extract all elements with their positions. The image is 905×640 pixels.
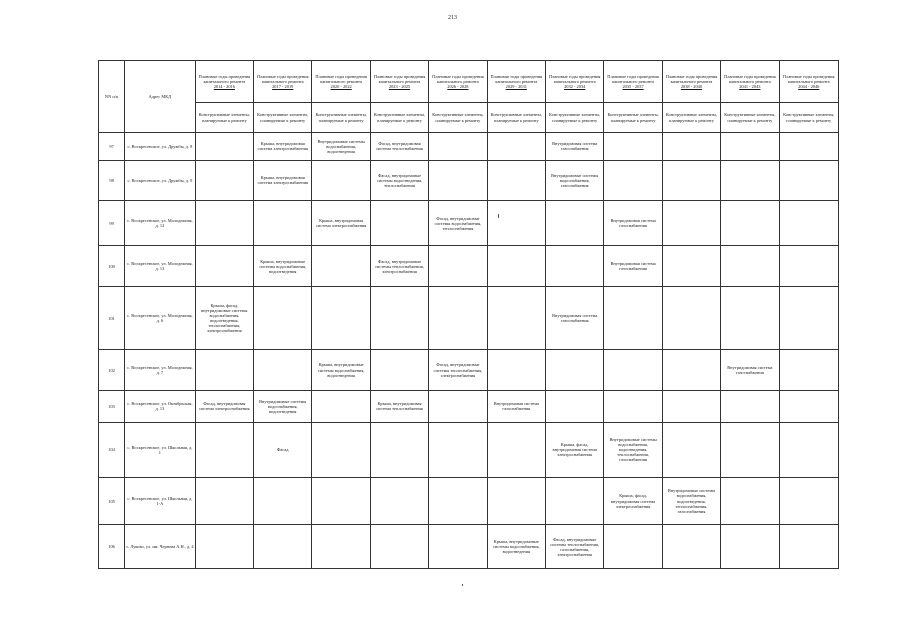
header-period-3 (370, 61, 428, 103)
repair-cell (370, 477, 428, 525)
header-period-title: Плановые годы проведения капитального ремонта (198, 73, 251, 84)
repair-cell (545, 200, 603, 246)
header-period-1 (254, 61, 312, 103)
header-elements-2: Конструктивные элементы, планируемые к ремонту (312, 103, 370, 133)
header-period-title: Плановые годы проведения капитального ремонта (432, 73, 484, 84)
repair-cell (312, 390, 370, 422)
row-address: с. Воскресенское, ул. Молодежная, д. 7 (125, 350, 195, 390)
table-row (99, 390, 839, 422)
header-period-10 (779, 61, 838, 103)
header-period-title: Плановые годы проведения капитального ремонта (548, 73, 601, 84)
table-row (99, 160, 839, 200)
repair-cell (779, 246, 838, 286)
header-period-years: 2044 - 2046 (798, 84, 820, 90)
header-elements-8: Конструктивные элементы, планируемые к ремонту (662, 103, 720, 133)
row-number: 104 (99, 422, 125, 477)
repair-cell (195, 160, 253, 200)
repair-cell (487, 246, 545, 286)
repair-cell (429, 160, 487, 200)
header-period-years: 2038 - 2040 (680, 84, 703, 90)
repair-cell: Фасад (254, 422, 312, 477)
repair-cell (604, 133, 662, 161)
repair-cell: Крыша, фасад, внутридомовые системы водоснабжения, водоотведения, теплоснабжения, электроснабжения (195, 286, 253, 350)
repair-cell (779, 390, 838, 422)
repair-cell (779, 422, 838, 477)
header-period-years: 2026 - 2028 (447, 84, 469, 90)
header-elements-4: Конструктивные элементы, планируемые к ремонту (429, 103, 487, 133)
repair-cell (662, 246, 720, 286)
repair-cell (721, 422, 779, 477)
repair-cell (779, 133, 838, 161)
repair-cell (487, 200, 545, 246)
repair-cell (662, 160, 720, 200)
header-elements-5: Конструктивные элементы, планируемые к ремонту (487, 103, 545, 133)
repair-cell: Внутридомовая система газоснабжения (604, 246, 662, 286)
repair-cell (429, 246, 487, 286)
repair-cell: Фасад, внутридомовые системы теплоснабжения, электроснабжения (370, 246, 428, 286)
repair-cell (429, 286, 487, 350)
repair-cell (721, 286, 779, 350)
repair-cell (370, 525, 428, 569)
repair-cell (429, 133, 487, 161)
repair-cell (545, 350, 603, 390)
header-elements-1: Конструктивные элементы, планируемые к ремонту (254, 103, 312, 133)
repair-cell (370, 350, 428, 390)
row-number: 97 (99, 133, 125, 161)
row-number: 103 (99, 390, 125, 422)
repair-cell (195, 422, 253, 477)
header-period-years: 2041 - 2043 (739, 84, 761, 90)
header-period-8 (662, 61, 720, 103)
header-period-years: 2017 - 2019 (272, 84, 294, 90)
header-period-years: 2029 - 2031 (505, 84, 527, 90)
table-row (99, 246, 839, 286)
repair-cell (195, 200, 253, 246)
repair-cell: Крыша, фасад, внутридомовая система электроснабжения (545, 422, 603, 477)
repair-cell (370, 286, 428, 350)
repair-cell (721, 390, 779, 422)
header-period-title: Плановые годы проведения капитального ремонта (724, 73, 776, 84)
repair-cell: Крыша, внутридомовые системы водоснабжения, водоотведения (254, 246, 312, 286)
repair-cell (604, 160, 662, 200)
row-address: с. Луково, ул. им. Чернова А.Н., д. 4 (125, 525, 195, 569)
repair-cell: Внутридомовая система газоснабжения (721, 350, 779, 390)
repair-cell (195, 350, 253, 390)
repair-cell (779, 525, 838, 569)
header-period-0 (195, 61, 253, 103)
page-number: 213 (448, 15, 457, 21)
row-address: с. Воскресенское, ул. Дружбы, д. 8 (125, 133, 195, 161)
repair-cell: Фасад, внутридомовые системы теплоснабжения, электроснабжения (429, 350, 487, 390)
repair-cell (312, 525, 370, 569)
row-address: с. Воскресенское, ул. Октябрьская, д. 13 (125, 390, 195, 422)
repair-cell: Внутридомовая система газоснабжения (545, 286, 603, 350)
repair-cell (545, 390, 603, 422)
repair-cell (254, 525, 312, 569)
repair-cell (370, 200, 428, 246)
header-period-5 (487, 61, 545, 103)
table-row (99, 422, 839, 477)
repair-cell (195, 525, 253, 569)
repair-cell: Внутридомовые системы водоснабжения, водоотведения (312, 133, 370, 161)
repair-cell (662, 286, 720, 350)
repair-cell: Внутридомовая система газоснабжения (604, 200, 662, 246)
header-period-9 (721, 61, 779, 103)
repair-cell: Крыша, внутридомовая система электроснабжения (254, 133, 312, 161)
repair-cell (487, 133, 545, 161)
header-elements-6: Конструктивные элементы, планируемые к ремонту (545, 103, 603, 133)
repair-cell (487, 477, 545, 525)
repair-cell: Крыша, внутридомовые системы водоснабжения, водоотведения (487, 525, 545, 569)
repair-cell: Крыша, внутридомовая система электроснабжения (254, 160, 312, 200)
header-elements-0: Конструктивные элементы, планируемые к ремонту (195, 103, 253, 133)
header-period-6 (545, 61, 603, 103)
repair-cell (195, 246, 253, 286)
repair-cell (779, 477, 838, 525)
repair-cell (662, 200, 720, 246)
repair-cell (195, 133, 253, 161)
repair-cell (662, 133, 720, 161)
repair-cell (487, 350, 545, 390)
repair-cell (604, 350, 662, 390)
row-number: 98 (99, 160, 125, 200)
repair-cell (721, 525, 779, 569)
repair-cell (429, 477, 487, 525)
header-period-7 (604, 61, 662, 103)
repair-cell: Фасад, внутридомовая система электроснабжения (195, 390, 253, 422)
repair-cell: Крыша, внутридомовая система электроснабжения (312, 200, 370, 246)
header-period-years: 2014 - 2016 (213, 84, 235, 90)
repair-cell: Крыша, внутридомовая система теплоснабжения (370, 390, 428, 422)
repair-cell: Крыша, фасад, внутридомовая система электроснабжения (604, 477, 662, 525)
header-elements-9: Конструктивные элементы, планируемые к ремонту (721, 103, 779, 133)
repair-cell: Внутридомовые системы водоснабжения, водоотведения (254, 390, 312, 422)
header-period-title: Плановые годы проведения капитального ремонта (490, 73, 543, 84)
repair-cell: Внутридомовые системы водоснабжения, водоотведения, теплоснабжения, газоснабжения (662, 477, 720, 525)
header-period-title: Плановые годы проведения капитального ремонта (315, 73, 367, 84)
repair-cell (312, 286, 370, 350)
repair-cell (721, 133, 779, 161)
row-number: 99 (99, 200, 125, 246)
repair-cell (487, 160, 545, 200)
repair-cell (721, 160, 779, 200)
repair-cell (662, 390, 720, 422)
header-elements-3: Конструктивные элементы, планируемые к ремонту (370, 103, 428, 133)
header-period-years: 2035 - 2037 (622, 84, 644, 90)
repair-cell (662, 525, 720, 569)
repair-cell (487, 286, 545, 350)
repair-cell (312, 477, 370, 525)
header-elements-7: Конструктивные элементы, планируемые к ремонту (604, 103, 662, 133)
row-address: с. Воскресенское, ул. Дружбы, д. 9 (125, 160, 195, 200)
repair-cell (779, 200, 838, 246)
repair-cell: Фасад, внутридомовые системы теплоснабжения, газоснабжения, электроснабжения (545, 525, 603, 569)
row-number: 106 (99, 525, 125, 569)
repair-cell (545, 246, 603, 286)
repair-cell: Фасад, внутридомовые системы водоснабжения, теплоснабжения (429, 200, 487, 246)
repair-cell (604, 286, 662, 350)
row-number: 100 (99, 246, 125, 286)
header-period-years: 2032 - 2034 (564, 84, 586, 90)
repair-cell (604, 525, 662, 569)
capital-repair-schedule-table (98, 60, 839, 569)
row-address: с. Воскресенское, ул. Молодежная, д. 6 (125, 286, 195, 350)
repair-cell: Внутридомовые системы водоснабжения, водоотведения, теплоснабжения, газоснабжения (604, 422, 662, 477)
header-address: Адрес МКД (125, 61, 195, 133)
repair-cell: Крыша, внутридомовые системы водоснабжения, водоотведения (312, 350, 370, 390)
repair-cell (545, 477, 603, 525)
header-no: NN п/п (99, 61, 125, 133)
header-period-years: 2020 - 2022 (330, 84, 352, 90)
repair-cell (721, 477, 779, 525)
repair-cell: Внутридомовая система газоснабжения (487, 390, 545, 422)
table-row (99, 350, 839, 390)
table-row (99, 525, 839, 569)
repair-cell (721, 200, 779, 246)
table-row (99, 200, 839, 246)
repair-cell (254, 286, 312, 350)
row-address: с. Воскресенское, ул. Молодежная, д. 12 (125, 200, 195, 246)
table-row (99, 286, 839, 350)
header-row-elements (99, 103, 839, 133)
repair-cell: Внутридомовая система газоснабжения (545, 133, 603, 161)
header-elements-10: Конструктивные элементы, планируемые к ремонту (779, 103, 838, 133)
repair-cell (604, 390, 662, 422)
repair-cell (429, 422, 487, 477)
repair-cell (254, 477, 312, 525)
header-period-title: Плановые годы проведения капитального ремонта (607, 73, 659, 84)
header-period-title: Плановые годы проведения капитального ремонта (665, 73, 718, 84)
repair-cell (312, 246, 370, 286)
row-number: 102 (99, 350, 125, 390)
table-row (99, 477, 839, 525)
repair-cell (254, 350, 312, 390)
header-period-title: Плановые годы проведения капитального ремонта (373, 73, 426, 84)
repair-cell (779, 350, 838, 390)
repair-cell (721, 246, 779, 286)
repair-cell (662, 350, 720, 390)
repair-cell (370, 422, 428, 477)
header-period-years: 2023 - 2025 (388, 84, 411, 90)
repair-cell (429, 390, 487, 422)
table-row (99, 133, 839, 161)
row-number: 105 (99, 477, 125, 525)
row-address: с. Воскресенское, ул. Молодежная, д. 13 (125, 246, 195, 286)
header-row-periods (99, 61, 839, 103)
repair-cell (429, 525, 487, 569)
row-address: с. Воскресенское, ул. Школьная, д. 1 (125, 422, 195, 477)
header-period-4 (429, 61, 487, 103)
repair-cell (254, 200, 312, 246)
repair-cell (312, 160, 370, 200)
repair-cell: Фасад, внутридомовые системы водоотведения, теплоснабжения (370, 160, 428, 200)
header-period-title: Плановые годы проведения капитального ремонта (256, 73, 309, 84)
repair-cell: Фасад, внутридомовая система теплоснабжения (370, 133, 428, 161)
header-period-2 (312, 61, 370, 103)
repair-cell (779, 286, 838, 350)
repair-cell: Внутридомовые системы водоснабжения, газоснабжения (545, 160, 603, 200)
row-number: 101 (99, 286, 125, 350)
repair-cell (195, 477, 253, 525)
header-period-title: Плановые годы проведения капитального ремонта (783, 73, 835, 84)
repair-cell (779, 160, 838, 200)
repair-cell (487, 422, 545, 477)
repair-cell (312, 422, 370, 477)
repair-cell (662, 422, 720, 477)
row-address: с. Воскресенское, ул. Школьная, д. 1-А (125, 477, 195, 525)
